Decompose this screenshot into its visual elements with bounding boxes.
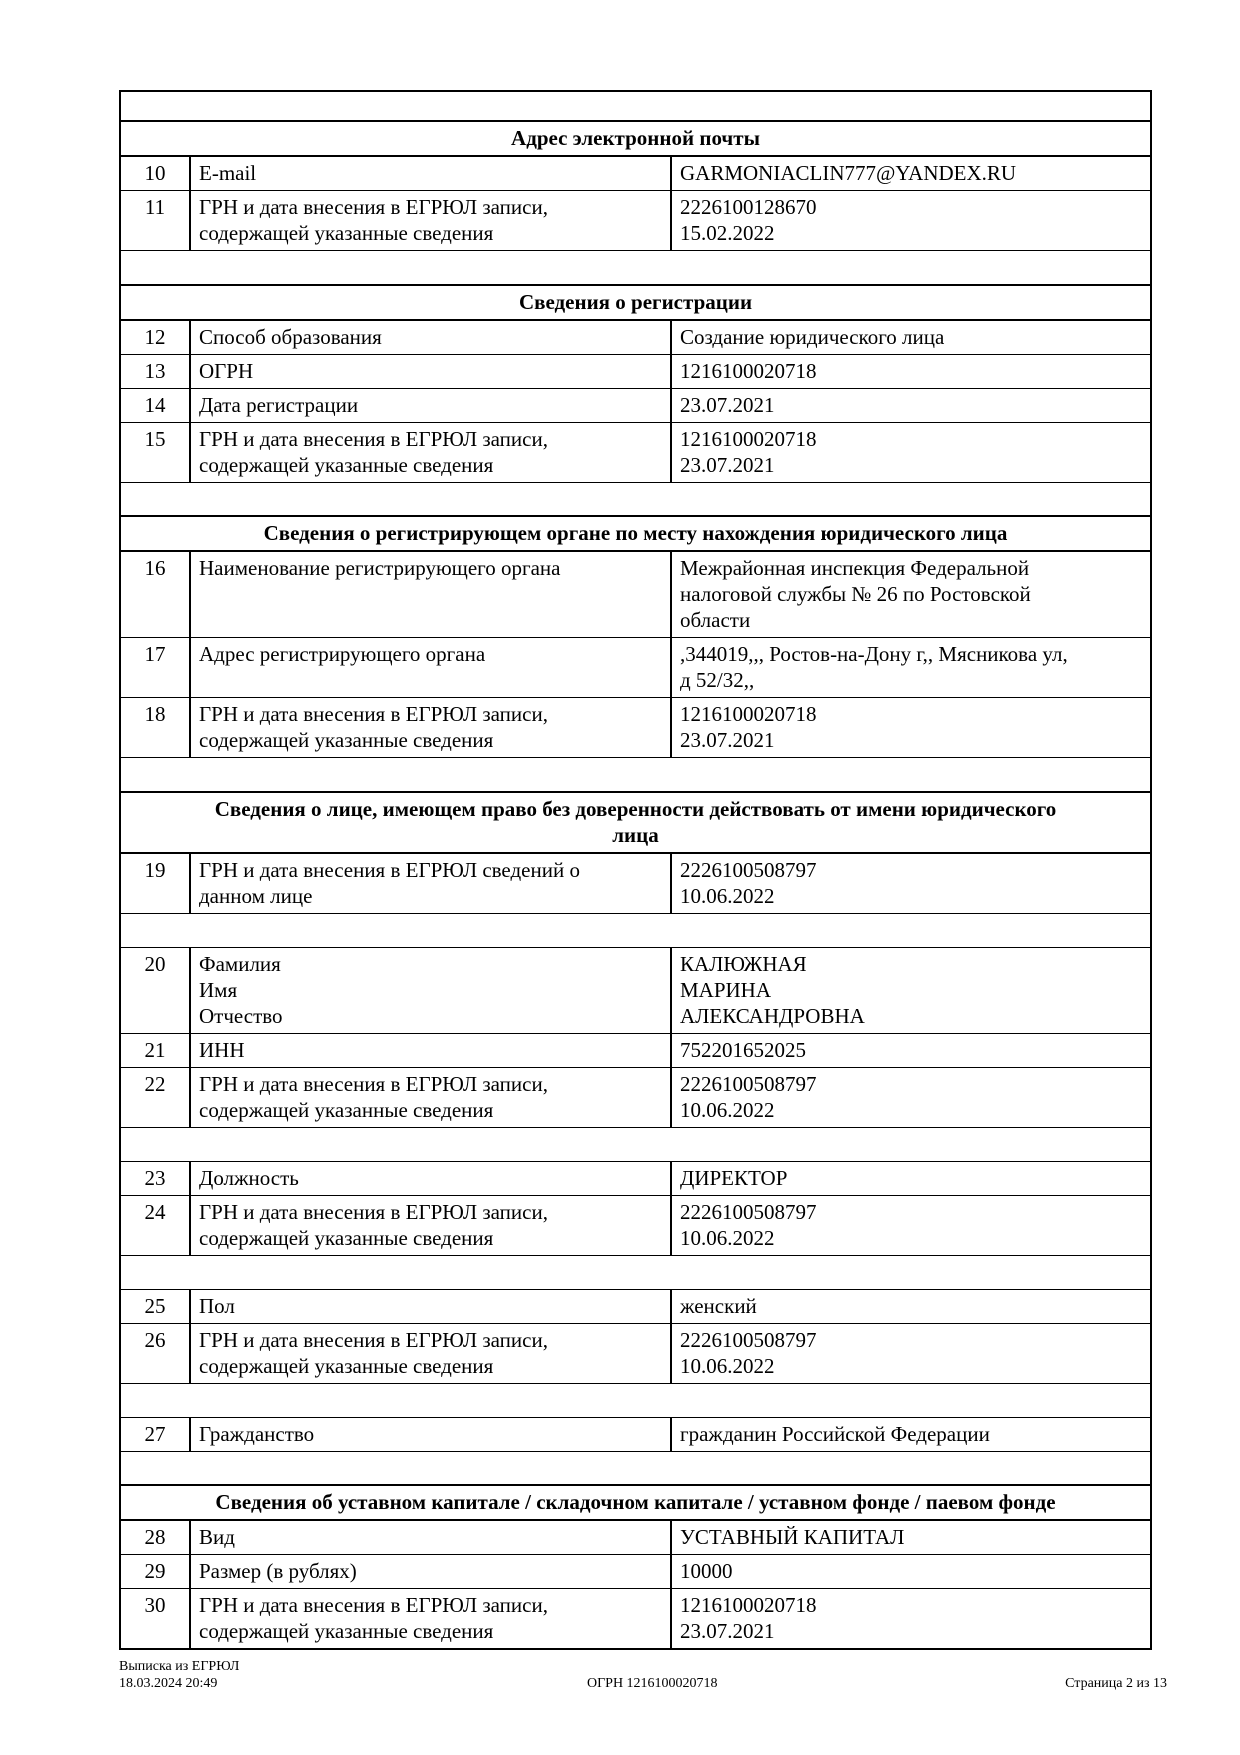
row-value-cell (671, 354, 1151, 388)
value-line: области (680, 608, 751, 632)
section-header-cell (120, 121, 1151, 156)
value-line: АЛЕКСАНДРОВНА (680, 1003, 865, 1028)
row-number-cell: 12 (120, 320, 190, 355)
table-spacer-row (120, 1127, 1151, 1161)
label-line: содержащей указанные сведения (199, 1097, 494, 1122)
section-header-cell (120, 516, 1151, 551)
row-value-cell (671, 947, 1151, 1033)
table-row (120, 1323, 1151, 1383)
label-line: данном лице (199, 883, 313, 908)
row-label-cell (190, 320, 671, 355)
row-number-cell: 17 (120, 638, 190, 698)
value-line: КАЛЮЖНАЯ (680, 951, 807, 976)
table-spacer-row (120, 1451, 1151, 1485)
table-row (120, 1033, 1151, 1067)
value-line: 23.07.2021 (680, 728, 775, 752)
row-label-cell (190, 551, 671, 638)
label-line: Пол (199, 1293, 235, 1318)
value-line: 1216100020718 (680, 426, 817, 451)
footer-left-block (119, 1658, 239, 1692)
value-line: 2226100508797 (680, 1071, 817, 1096)
row-label-cell (190, 853, 671, 914)
section-header-cell (120, 285, 1151, 320)
spacer-cell (120, 91, 1151, 121)
value-line: женский (680, 1293, 757, 1318)
table-row (120, 191, 1151, 251)
row-value-cell (671, 853, 1151, 914)
label-line: содержащей указанные сведения (199, 221, 494, 245)
row-number-cell: 27 (120, 1417, 190, 1451)
row-number-cell: 25 (120, 1289, 190, 1323)
table-row (120, 1067, 1151, 1127)
table-row (120, 698, 1151, 758)
row-value-cell (671, 1520, 1151, 1555)
value-line: 10000 (680, 1559, 733, 1583)
table-row (120, 1161, 1151, 1195)
table-spacer-row (120, 1383, 1151, 1417)
row-number-cell: 29 (120, 1555, 190, 1589)
row-label-cell (190, 422, 671, 482)
row-label-cell (190, 1323, 671, 1383)
value-line: 1216100020718 (680, 358, 817, 383)
row-label-cell (190, 156, 671, 191)
row-number-cell: 14 (120, 388, 190, 422)
row-number-cell: 22 (120, 1067, 190, 1127)
label-line: содержащей указанные сведения (199, 1619, 494, 1643)
value-line: 1216100020718 (680, 702, 817, 726)
value-line: гражданин Российской Федерации (680, 1421, 990, 1446)
row-value-cell (671, 1417, 1151, 1451)
value-line: 10.06.2022 (680, 1353, 775, 1378)
row-value-cell (671, 156, 1151, 191)
label-line: Отчество (199, 1003, 283, 1028)
spacer-cell (120, 482, 1151, 516)
label-line: содержащей указанные сведения (199, 728, 494, 752)
label-line: Наименование регистрирующего органа (199, 556, 561, 580)
row-number-cell: 19 (120, 853, 190, 914)
section-title-line: Сведения о регистрации (518, 289, 753, 314)
table-row (120, 551, 1151, 638)
row-value-cell (671, 1589, 1151, 1650)
value-line: 2226100508797 (680, 1327, 817, 1352)
table-spacer-row (120, 758, 1151, 792)
row-label-cell (190, 947, 671, 1033)
row-number-cell: 23 (120, 1161, 190, 1195)
label-line: ГРН и дата внесения в ЕГРЮЛ записи, (199, 1071, 548, 1096)
table-row (120, 1289, 1151, 1323)
row-value-cell (671, 191, 1151, 251)
value-line: 15.02.2022 (680, 221, 775, 245)
table-spacer-row (120, 913, 1151, 947)
section-title-line: Адрес электронной почты (511, 126, 760, 150)
row-number-cell: 28 (120, 1520, 190, 1555)
label-line: Имя (199, 977, 238, 1002)
row-label-cell (190, 1589, 671, 1650)
table-spacer-row (120, 1255, 1151, 1289)
row-value-cell (671, 1195, 1151, 1255)
table-spacer-row (120, 251, 1151, 285)
table-row (120, 354, 1151, 388)
label-line: Адрес регистрирующего органа (199, 642, 486, 666)
row-number-cell: 18 (120, 698, 190, 758)
section-header-cell (120, 792, 1151, 853)
row-number-cell: 30 (120, 1589, 190, 1650)
spacer-cell (120, 251, 1151, 285)
table-row (120, 422, 1151, 482)
value-line: ,344019,,, Ростов-на-Дону г,, Мясникова ул, (680, 642, 1068, 666)
spacer-cell (120, 1451, 1151, 1485)
row-label-cell (190, 698, 671, 758)
label-line: Дата регистрации (199, 392, 359, 417)
row-value-cell (671, 422, 1151, 482)
label-line: ИНН (199, 1037, 245, 1062)
footer-ogrn: ОГРН 1216100020718 (586, 1676, 718, 1691)
row-number-cell: 10 (120, 156, 190, 191)
row-label-cell (190, 1417, 671, 1451)
label-line: ГРН и дата внесения в ЕГРЮЛ записи, (199, 1199, 548, 1224)
spacer-cell (120, 913, 1151, 947)
label-line: ГРН и дата внесения в ЕГРЮЛ записи, (199, 1593, 548, 1617)
row-label-cell (190, 1520, 671, 1555)
row-value-cell (671, 1323, 1151, 1383)
table-row (120, 1195, 1151, 1255)
row-value-cell (671, 1067, 1151, 1127)
label-line: Размер (в рублях) (199, 1559, 357, 1583)
egrul-table (119, 90, 1152, 1650)
row-value-cell (671, 551, 1151, 638)
label-line: Должность (199, 1165, 299, 1190)
section-title-line: Сведения об уставном капитале / складочном капитале / уставном фонде / паевом фонде (215, 1490, 1056, 1514)
label-line: Гражданство (199, 1421, 315, 1446)
value-line: 2226100508797 (680, 857, 817, 882)
label-line: содержащей указанные сведения (199, 452, 494, 477)
row-label-cell (190, 638, 671, 698)
value-line: УСТАВНЫЙ КАПИТАЛ (680, 1525, 905, 1549)
row-label-cell (190, 1161, 671, 1195)
section-title-line: Сведения о лице, имеющем право без доверенности действовать от имени юридического (214, 796, 1057, 821)
value-line: 10.06.2022 (680, 1225, 775, 1250)
value-line: 23.07.2021 (680, 452, 775, 477)
table-top-empty-row (120, 91, 1151, 121)
spacer-cell (120, 758, 1151, 792)
row-label-cell (190, 388, 671, 422)
table-row (120, 638, 1151, 698)
section-header-row (120, 285, 1151, 320)
value-line: 23.07.2021 (680, 392, 775, 417)
row-value-cell (671, 638, 1151, 698)
row-value-cell (671, 1161, 1151, 1195)
value-line: Создание юридического лица (680, 324, 945, 349)
value-line: МАРИНА (680, 977, 772, 1002)
table-spacer-row (120, 482, 1151, 516)
row-number-cell: 16 (120, 551, 190, 638)
value-line: 23.07.2021 (680, 1619, 775, 1643)
value-line: Межрайонная инспекция Федеральной (680, 556, 1030, 580)
value-line: ДИРЕКТОР (680, 1165, 788, 1190)
label-line: ОГРН (199, 358, 254, 383)
table-row (120, 947, 1151, 1033)
value-line: д 52/32,, (680, 668, 755, 692)
section-header-row (120, 1485, 1151, 1520)
row-number-cell: 26 (120, 1323, 190, 1383)
row-number-cell: 15 (120, 422, 190, 482)
spacer-cell (120, 1127, 1151, 1161)
row-value-cell (671, 320, 1151, 355)
value-line: 10.06.2022 (680, 1097, 775, 1122)
row-number-cell: 20 (120, 947, 190, 1033)
value-line: GARMONIACLIN777@YANDEX.RU (680, 161, 1017, 185)
section-header-row (120, 121, 1151, 156)
value-line: 10.06.2022 (680, 883, 775, 908)
value-line: 2226100128670 (680, 195, 817, 219)
row-value-cell (671, 388, 1151, 422)
spacer-cell (120, 1255, 1151, 1289)
spacer-cell (120, 1383, 1151, 1417)
footer-doc-type: Выписка из ЕГРЮЛ (119, 1659, 240, 1674)
label-line: ГРН и дата внесения в ЕГРЮЛ записи, (199, 195, 548, 219)
row-label-cell (190, 1195, 671, 1255)
table-row (120, 853, 1151, 914)
label-line: ГРН и дата внесения в ЕГРЮЛ сведений о (199, 857, 580, 882)
label-line: ГРН и дата внесения в ЕГРЮЛ записи, (199, 1327, 548, 1352)
table-row (120, 156, 1151, 191)
footer-generated-at: 18.03.2024 20:49 (119, 1676, 218, 1691)
row-value-cell (671, 1033, 1151, 1067)
value-line: налоговой службы № 26 по Ростовской (680, 582, 1031, 606)
label-line: Фамилия (199, 951, 281, 976)
label-line: ГРН и дата внесения в ЕГРЮЛ записи, (199, 702, 548, 726)
row-value-cell (671, 1289, 1151, 1323)
section-title-line: лица (612, 822, 659, 847)
table-row (120, 388, 1151, 422)
table-row (120, 1417, 1151, 1451)
value-line: 1216100020718 (680, 1593, 817, 1617)
value-line: 2226100508797 (680, 1199, 817, 1224)
table-row (120, 1555, 1151, 1589)
table-row (120, 1520, 1151, 1555)
label-line: содержащей указанные сведения (199, 1353, 494, 1378)
row-label-cell (190, 354, 671, 388)
row-label-cell (190, 1555, 671, 1589)
table-row (120, 320, 1151, 355)
section-header-row (120, 516, 1151, 551)
row-number-cell: 21 (120, 1033, 190, 1067)
row-number-cell: 13 (120, 354, 190, 388)
page-footer (119, 1658, 1167, 1692)
value-line: 752201652025 (680, 1037, 806, 1062)
section-title-line: Сведения о регистрирующем органе по месту нахождения юридического лица (263, 521, 1008, 545)
section-header-row (120, 792, 1151, 853)
label-line: E-mail (199, 161, 257, 185)
footer-page-info: Страница 2 из 13 (1065, 1676, 1167, 1691)
label-line: Способ образования (199, 324, 382, 349)
row-value-cell (671, 1555, 1151, 1589)
row-number-cell: 24 (120, 1195, 190, 1255)
row-label-cell (190, 1289, 671, 1323)
row-label-cell (190, 1033, 671, 1067)
label-line: Вид (199, 1525, 235, 1549)
row-label-cell (190, 191, 671, 251)
label-line: содержащей указанные сведения (199, 1225, 494, 1250)
label-line: ГРН и дата внесения в ЕГРЮЛ записи, (199, 426, 548, 451)
table-row (120, 1589, 1151, 1650)
row-label-cell (190, 1067, 671, 1127)
section-header-cell (120, 1485, 1151, 1520)
row-value-cell (671, 698, 1151, 758)
row-number-cell: 11 (120, 191, 190, 251)
